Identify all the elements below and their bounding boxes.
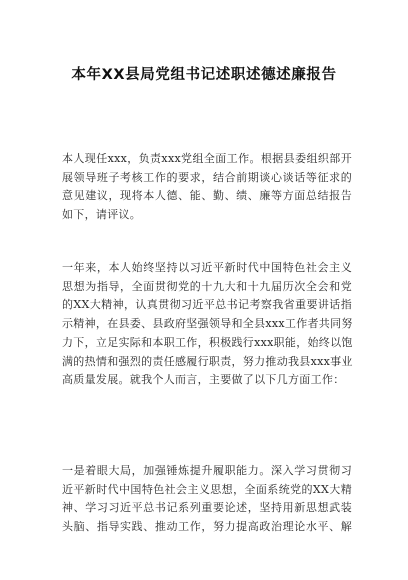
text-line: 示精神，在县委、县政府坚强领导和全县xxx工作者共同努 — [62, 317, 353, 331]
text-line: 满的热情和强烈的责任感履行职责，努力推动我县xxx事业 — [62, 354, 353, 368]
text-line: 近平新时代中国特色社会主义思想，全面系统党的XX大精 — [62, 482, 352, 496]
text-line: 思想为指导，全面贯彻党的十九大和十九届历次全会和党 — [62, 279, 352, 293]
text-line: 一年来，本人始终坚持以习近平新时代中国特色社会主义 — [62, 261, 352, 274]
text-line: 本人现任xxx，负责xxx党组全面工作。根据县委组织部开 — [62, 152, 352, 165]
paragraph-summary — [62, 259, 352, 390]
text-line: 高质量发展。就我个人而言，主要做了以下几方面工作： — [62, 373, 345, 387]
text-line: 神、学习习近平总书记系列重要论述，坚持用新思想武装 — [62, 501, 352, 515]
document-title: 本年XX县局党组书记述职述德述廉报告 — [71, 67, 337, 83]
text-line: 展领导班子考核工作的要求，结合前期谈心谈话等征求的 — [62, 170, 352, 184]
paragraph-intro — [62, 150, 352, 225]
text-line: 意见建议，现将本人德、能、勤、绩、廉等方面总结报告 — [62, 189, 352, 203]
text-line: 力下，立足实际和本职工作，积极践行xxx职能，始终以饱 — [62, 335, 353, 349]
text-line: 头脑、指导实践、推动工作，努力提高政治理论水平、解 — [62, 520, 352, 534]
text-line: 的XX大精神，认真贯彻习近平总书记考察我省重要讲话指 — [62, 298, 352, 312]
paragraph-point-one — [62, 462, 352, 537]
text-line: 一是着眼大局，加强锤炼提升履职能力。深入学习贯彻习 — [62, 464, 352, 477]
text-line: 如下，请评议。 — [62, 208, 142, 222]
